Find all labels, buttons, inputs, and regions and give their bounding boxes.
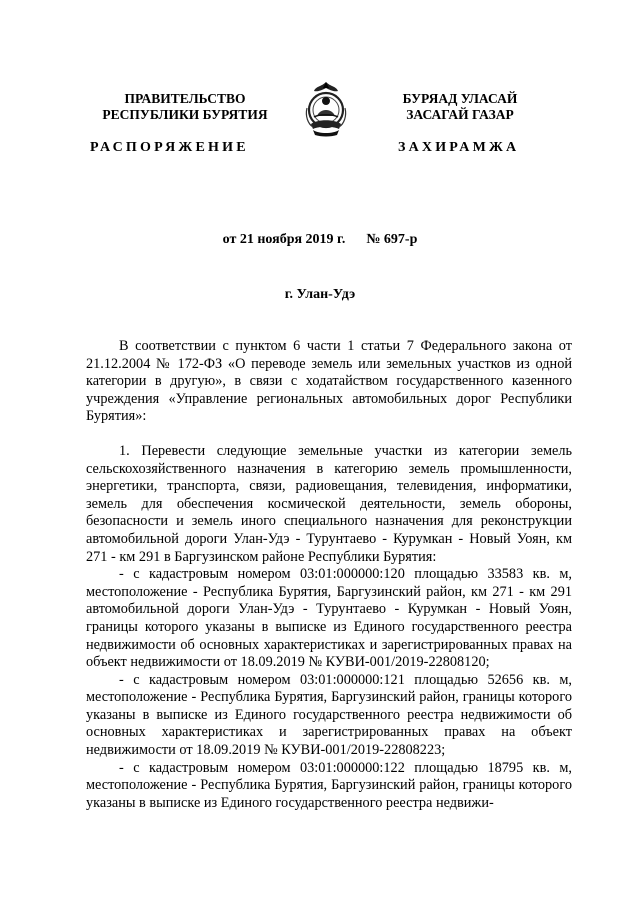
document-city: г. Улан-Удэ — [284, 287, 356, 302]
parcel-121-paragraph: - с кадастровым номером 03:01:000000:121 площадью 52656 кв. м, местоположение - Республика Бурятия, Баргузинский район, границы которого указаны в выписке из Единого государственного реестра недвижимости об основных характеристиках и зарегистрированных правах на объект недвижимости от 18.09.2019 № КУВИ-001/2019-22808223; — [86, 671, 572, 759]
government-name-buryat-line-1: БУРЯАД УЛАСАЙ — [402, 91, 518, 106]
clause-1-paragraph: 1. Перевести следующие земельные участки из категории земель сельскохозяйственного назначения в категорию земель промышленности, энергетики, транспорта, связи, радиовещания, телевидения, информатики, земель для обеспечения космической деятельности, земель обороны, безопасности и земель иного специального назначения для реконструкции автомобильной дороги Улан-Удэ - Турунтаево - Курумкан - Новый Уоян, км 271 - км 291 в Баргузинском районе Республики Бурятия: — [86, 442, 572, 565]
document-body — [86, 338, 572, 812]
document-date-number — [0, 232, 640, 248]
preamble-paragraph: В соответствии с пунктом 6 части 1 статьи 7 Федерального закона от 21.12.2004 № 172-ФЗ «О переводе земель или земельных участков из одной категории в другую», в связи с ходатайством государственного казенного учреждения «Управление региональных автомобильных дорог Республики Бурятия»: — [86, 338, 572, 425]
government-name-buryat-line-2: ЗАСАГАЙ ГАЗАР — [406, 107, 514, 122]
government-name-buryat — [380, 91, 540, 123]
document-type-russian: РАСПОРЯЖЕНИЕ — [90, 140, 249, 155]
parcel-120-paragraph: - с кадастровым номером 03:01:000000:120 площадью 33583 кв. м, местоположение - Республика Бурятия, Баргузинский район, км 271 - км 291 автомобильной дороги Улан-Удэ - Турунтаево - Курумкан - Новый Уоян, границы которого указаны в выписке из Единого государственного реестра недвижимости об основных характеристиках и зарегистрированных правах на объект недвижимости от 18.09.2019 № КУВИ-001/2019-22808120; — [86, 566, 572, 671]
document-type-buryat: ЗАХИРАМЖА — [398, 140, 520, 155]
government-name-russian — [100, 91, 270, 123]
document-number: № 697-р — [366, 232, 418, 247]
coat-of-arms-buryatia-icon — [301, 80, 351, 138]
government-name-line-2: РЕСПУБЛИКИ БУРЯТИЯ — [102, 107, 268, 122]
document-date: от 21 ноября 2019 г. — [222, 232, 346, 247]
government-name-line-1: ПРАВИТЕЛЬСТВО — [124, 91, 246, 106]
parcel-122-paragraph: - с кадастровым номером 03:01:000000:122 площадью 18795 кв. м, местоположение - Республика Бурятия, Баргузинский район, границы которого указаны в выписке из Единого государственного реестра недвижи- — [86, 759, 572, 811]
